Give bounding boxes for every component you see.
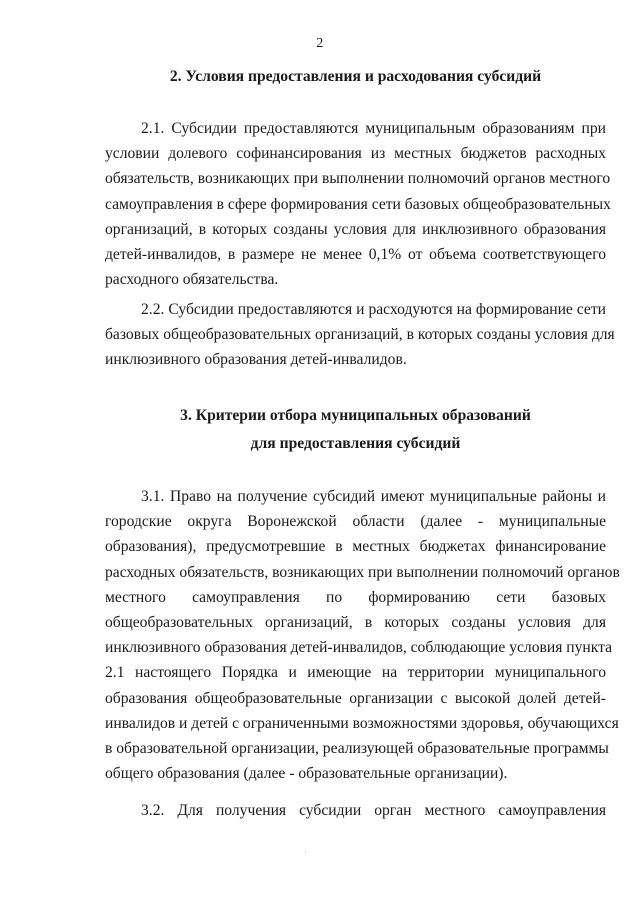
section-2-heading-block (105, 64, 606, 89)
paragraph-line: организаций, в которых созданы условия для инклюзивного образования (105, 220, 606, 238)
paragraph-line: 3.2. Для получения субсидии орган местного самоуправления (141, 802, 606, 819)
paragraph-line: инклюзивного образования детей-инвалидов. (105, 351, 407, 369)
paragraph-line: в образовательной организации, реализующей образовательные программы (105, 740, 609, 758)
section-3-title-line-2: для предоставления субсидий (250, 435, 461, 453)
section-2-title: 2. Условия предоставления и расходования субсидий (169, 68, 542, 85)
paragraph-line: самоуправления в сфере формирования сети базовых общеобразовательных (105, 195, 611, 213)
paragraph-line: общего образования (далее - образовательные организации). (105, 765, 508, 783)
paragraph-line: 2.2. Субсидии предоставляются и расходуются на формирование сети (141, 301, 606, 318)
paragraph-3-2 (105, 798, 606, 823)
paragraph-line: расходных обязательств, возникающих при выполнении полномочий органов (105, 563, 620, 581)
paragraph-line: расходного обязательства. (105, 271, 279, 289)
paragraph-line: базовых общеобразовательных организаций, в которых созданы условия для (105, 326, 615, 344)
paragraph-line: детей-инвалидов, в размере не менее 0,1% от объема соответствующего (105, 246, 606, 264)
paragraph-line: 3.1. Право на получение субсидий имеют муниципальные районы и (141, 488, 606, 505)
paragraph-line: 2.1 настоящего Порядка и имеющие на территории муниципального (105, 664, 606, 682)
paragraph-2-2 (105, 297, 615, 373)
page-number: 2 (316, 36, 324, 51)
paragraph-line: инклюзивного образования детей-инвалидов, соблюдающие условия пункта (105, 639, 613, 657)
paragraph-line: условии долевого софинансирования из местных бюджетов расходных (105, 145, 606, 163)
paragraph-line: обязательств, возникающих при выполнении полномочий органов местного (105, 170, 611, 188)
paragraph-line: образования), предусмотревшие в местных бюджетах финансирование (105, 538, 606, 556)
section-3-heading-block (105, 403, 606, 456)
paragraph-2-1 (105, 116, 611, 292)
section-3-title-line-1: 3. Критерии отбора муниципальных образований (180, 407, 531, 424)
paragraph-line: инвалидов и детей с ограниченными возможностями здоровья, обучающихся (105, 714, 619, 732)
paragraph-3-1 (105, 484, 620, 786)
scan-speck (305, 852, 306, 853)
paragraph-line: общеобразовательных организаций, в которых созданы условия для (105, 614, 606, 632)
paragraph-line: 2.1. Субсидии предоставляются муниципальным образованиям при (141, 120, 606, 137)
paragraph-line: городские округа Воронежской области (далее - муниципальные (105, 513, 606, 531)
paragraph-line: образования общеобразовательные организации с высокой долей детей- (105, 689, 606, 707)
paragraph-line: местного самоуправления по формированию сети базовых (105, 588, 606, 606)
